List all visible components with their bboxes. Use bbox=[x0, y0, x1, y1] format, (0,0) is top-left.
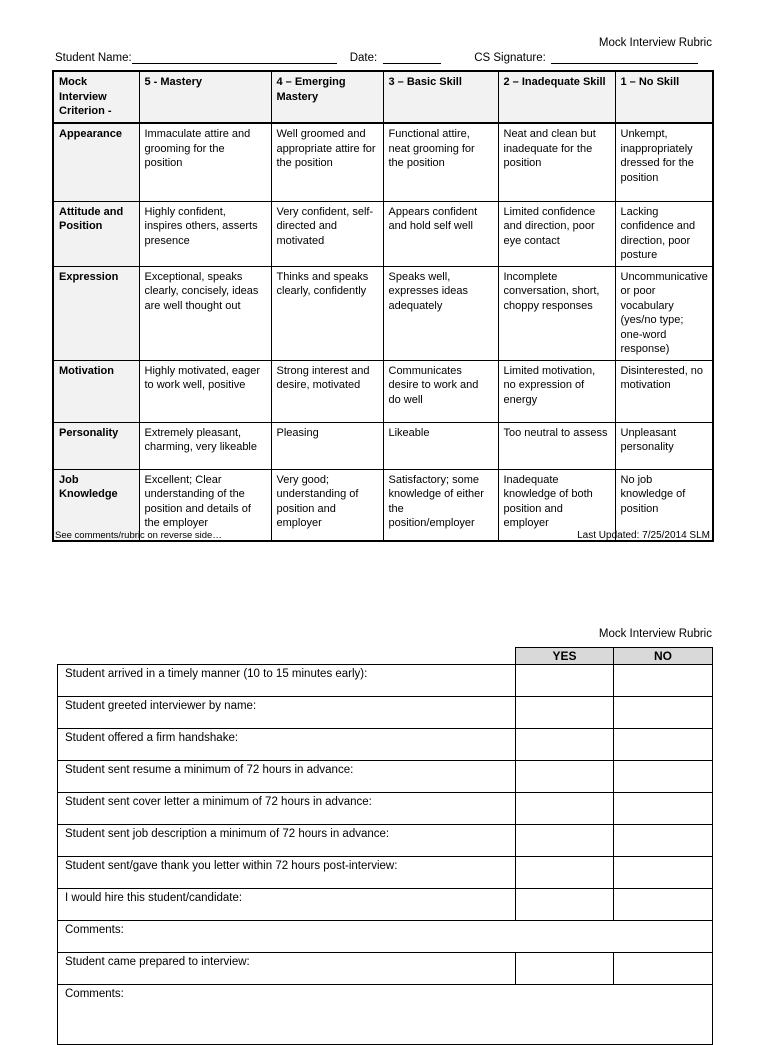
rubric-cell: Likeable bbox=[383, 422, 498, 469]
rubric-cell: Functional attire, neat grooming for the position bbox=[383, 123, 498, 201]
criterion-label: Expression bbox=[53, 266, 139, 360]
rubric-row-personality bbox=[53, 422, 713, 469]
yes-cell bbox=[516, 825, 614, 857]
comments-row bbox=[58, 921, 713, 953]
yes-cell bbox=[516, 889, 614, 921]
rubric-header-row bbox=[53, 71, 713, 123]
checklist-row bbox=[58, 889, 713, 921]
rubric-cell: Strong interest and desire, motivated bbox=[271, 360, 383, 422]
last-updated-text: Last Updated: 7/25/2014 SLM bbox=[577, 530, 710, 541]
rubric-cell: Incomplete conversation, short, choppy responses bbox=[498, 266, 615, 360]
rubric-cell: Too neutral to assess bbox=[498, 422, 615, 469]
rubric-header-basic: 3 – Basic Skill bbox=[383, 71, 498, 123]
rubric-cell: Exceptional, speaks clearly, concisely, ideas are well thought out bbox=[139, 266, 271, 360]
checklist-row bbox=[58, 665, 713, 697]
page1-footer bbox=[55, 530, 710, 541]
cs-signature-line bbox=[551, 50, 698, 64]
rubric-cell: Unpleasant personality bbox=[615, 422, 713, 469]
rubric-cell: Limited confidence and direction, poor eye contact bbox=[498, 201, 615, 266]
no-cell bbox=[614, 857, 713, 889]
rubric-cell: Highly motivated, eager to work well, positive bbox=[139, 360, 271, 422]
rubric-cell: Very good; understanding of position and employer bbox=[271, 469, 383, 541]
rubric-cell: Communicates desire to work and do well bbox=[383, 360, 498, 422]
criterion-label: Attitude and Position bbox=[53, 201, 139, 266]
checklist-row bbox=[58, 793, 713, 825]
checklist-header-spacer bbox=[58, 648, 516, 665]
checklist-item-label: Student sent resume a minimum of 72 hours in advance: bbox=[58, 761, 516, 793]
rubric-cell: Appears confident and hold self well bbox=[383, 201, 498, 266]
checklist-item-label: Student sent/gave thank you letter within 72 hours post-interview: bbox=[58, 857, 516, 889]
rubric-cell: Lacking confidence and direction, poor posture bbox=[615, 201, 713, 266]
rubric-cell: Highly confident, inspires others, asserts presence bbox=[139, 201, 271, 266]
criterion-label: Motivation bbox=[53, 360, 139, 422]
rubric-cell: Excellent; Clear understanding of the position and details of the employer bbox=[139, 469, 271, 541]
yes-cell bbox=[516, 665, 614, 697]
yes-cell bbox=[516, 761, 614, 793]
checklist-item-label: I would hire this student/candidate: bbox=[58, 889, 516, 921]
checklist-item-label: Student offered a firm handshake: bbox=[58, 729, 516, 761]
rubric-row-motivation bbox=[53, 360, 713, 422]
no-cell bbox=[614, 793, 713, 825]
student-name-line bbox=[132, 50, 337, 64]
rubric-cell: Extremely pleasant, charming, very likeable bbox=[139, 422, 271, 469]
no-cell bbox=[614, 825, 713, 857]
rubric-cell: Satisfactory; some knowledge of either the position/employer bbox=[383, 469, 498, 541]
rubric-header-emerging: 4 – Emerging Mastery bbox=[271, 71, 383, 123]
criterion-label: Job Knowledge bbox=[53, 469, 139, 541]
page2-title: Mock Interview Rubric bbox=[598, 628, 712, 640]
rubric-cell: Uncommunicative or poor vocabulary (yes/no type; one-word response) bbox=[615, 266, 713, 360]
rubric-row-expression bbox=[53, 266, 713, 360]
checklist-header-row bbox=[58, 648, 713, 665]
rubric-cell: Thinks and speaks clearly, confidently bbox=[271, 266, 383, 360]
checklist-item-label: Student greeted interviewer by name: bbox=[58, 697, 516, 729]
rubric-row-appearance bbox=[53, 123, 713, 201]
rubric-header-noskill: 1 – No Skill bbox=[615, 71, 713, 123]
header-fields bbox=[55, 50, 712, 64]
checklist-item-label: Student arrived in a timely manner (10 to 15 minutes early): bbox=[58, 665, 516, 697]
yes-cell bbox=[516, 793, 614, 825]
rubric-cell: Immaculate attire and grooming for the position bbox=[139, 123, 271, 201]
no-cell bbox=[614, 665, 713, 697]
no-cell bbox=[614, 697, 713, 729]
checklist-row bbox=[58, 857, 713, 889]
rubric-cell: Speaks well, expresses ideas adequately bbox=[383, 266, 498, 360]
criterion-label: Appearance bbox=[53, 123, 139, 201]
no-cell bbox=[614, 729, 713, 761]
date-line bbox=[383, 50, 441, 64]
no-cell bbox=[614, 889, 713, 921]
yes-cell bbox=[516, 857, 614, 889]
date-label: Date: bbox=[349, 52, 378, 64]
checklist-row bbox=[58, 729, 713, 761]
reverse-side-note: See comments/rubric on reverse side… bbox=[55, 530, 222, 541]
no-cell bbox=[614, 953, 713, 985]
rubric-header-criterion: Mock Interview Criterion - bbox=[53, 71, 139, 123]
checklist-row bbox=[58, 761, 713, 793]
checklist-item-label: Student came prepared to interview: bbox=[58, 953, 516, 985]
rubric-cell: Inadequate knowledge of both position and employer bbox=[498, 469, 615, 541]
yes-cell bbox=[516, 953, 614, 985]
checklist-table bbox=[57, 647, 713, 1045]
no-cell bbox=[614, 761, 713, 793]
checklist-row bbox=[58, 825, 713, 857]
comments-label: Comments: bbox=[58, 921, 713, 953]
rubric-header-mastery: 5 - Mastery bbox=[139, 71, 271, 123]
rubric-cell: Limited motivation, no expression of energy bbox=[498, 360, 615, 422]
checklist-item-label: Student sent cover letter a minimum of 72 hours in advance: bbox=[58, 793, 516, 825]
page1-title: Mock Interview Rubric bbox=[598, 37, 712, 49]
no-column-header: NO bbox=[614, 648, 713, 665]
rubric-cell: Very confident, self-directed and motivated bbox=[271, 201, 383, 266]
rubric-row-attitude bbox=[53, 201, 713, 266]
comments-label: Comments: bbox=[58, 985, 713, 1045]
rubric-cell: Neat and clean but inadequate for the position bbox=[498, 123, 615, 201]
rubric-cell: Unkempt, inappropriately dressed for the position bbox=[615, 123, 713, 201]
rubric-cell: Pleasing bbox=[271, 422, 383, 469]
checklist-row bbox=[58, 697, 713, 729]
rubric-cell: Disinterested, no motivation bbox=[615, 360, 713, 422]
rubric-cell: No job knowledge of position bbox=[615, 469, 713, 541]
yes-cell bbox=[516, 729, 614, 761]
cs-signature-label: CS Signature: bbox=[474, 52, 546, 64]
rubric-cell: Well groomed and appropriate attire for the position bbox=[271, 123, 383, 201]
rubric-header-inadequate: 2 – Inadequate Skill bbox=[498, 71, 615, 123]
criterion-label: Personality bbox=[53, 422, 139, 469]
student-name-label: Student Name: bbox=[55, 52, 132, 64]
checklist-row bbox=[58, 953, 713, 985]
yes-column-header: YES bbox=[516, 648, 614, 665]
yes-cell bbox=[516, 697, 614, 729]
comments-row bbox=[58, 985, 713, 1045]
rubric-table bbox=[52, 70, 714, 542]
checklist-item-label: Student sent job description a minimum of 72 hours in advance: bbox=[58, 825, 516, 857]
